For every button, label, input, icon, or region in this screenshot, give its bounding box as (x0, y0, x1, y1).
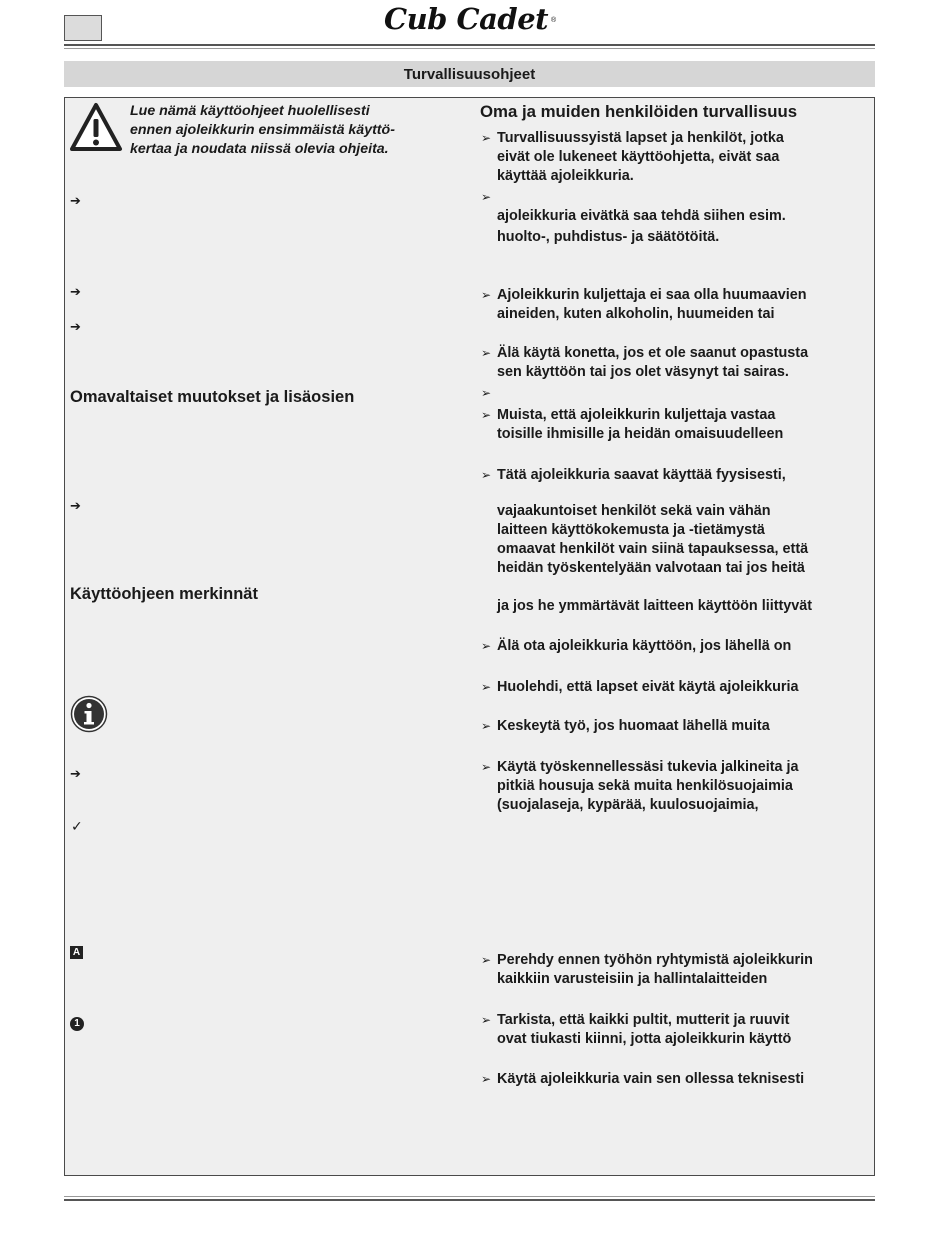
arrow-bullet-icon: ➔ (70, 193, 81, 208)
bullet-line: ja jos he ymmärtävät laitteen käyttöön liittyvät (497, 598, 813, 614)
bullet-line: laitteen käyttökokemusta ja -tietämystä (497, 522, 765, 538)
bullet-line: Tätä ajoleikkuria saavat käyttää fyysisesti, (497, 467, 786, 483)
bullet-line: Käytä työskennellessäsi tukevia jalkineita ja (497, 759, 799, 775)
warning-triangle-icon (69, 102, 123, 152)
bullet-line: sen käyttöön tai jos olet väsynyt tai sairas. (497, 364, 789, 380)
chevron-bullet-icon: ➢ (481, 639, 492, 653)
bullet-line: eivät ole lukeneet käyttöohjetta, eivät saa (497, 149, 780, 165)
chevron-bullet-icon: ➢ (481, 1013, 492, 1027)
info-circle-icon (70, 695, 108, 733)
arrow-bullet-icon: ➔ (70, 766, 81, 781)
registered-mark: ® (551, 17, 557, 24)
footer-rule-thin (64, 1196, 875, 1197)
bullet-line: vajaakuntoiset henkilöt sekä vain vähän (497, 503, 771, 519)
heading-modifications: Omavaltaiset muutokset ja lisäosien (70, 388, 355, 406)
warning-text-line-2: ennen ajoleikkurin ensimmäistä käyttö- (130, 122, 395, 138)
chevron-bullet-icon: ➢ (481, 719, 492, 733)
bullet-line: toisille ihmisille ja heidän omaisuudelleen (497, 426, 784, 442)
chevron-bullet-icon: ➢ (481, 408, 492, 422)
figure-number-badge: 1 (70, 1017, 84, 1031)
chevron-bullet-icon: ➢ (481, 468, 492, 482)
bullet-line: ajoleikkuria eivätkä saa tehdä siihen esim. (497, 208, 786, 224)
footer-rule (64, 1199, 875, 1201)
arrow-bullet-icon: ➔ (70, 319, 81, 334)
chevron-bullet-icon: ➢ (481, 386, 492, 400)
bullet-line: kaikkiin varusteisiin ja hallintalaitteiden (497, 971, 768, 987)
bullet-line: Älä käytä konetta, jos et ole saanut opastusta (497, 345, 809, 361)
chevron-bullet-icon: ➢ (481, 760, 492, 774)
bullet-line: aineiden, kuten alkoholin, huumeiden tai (497, 306, 775, 322)
bullet-line: Tarkista, että kaikki pultit, mutterit ja ruuvit (497, 1012, 790, 1028)
bullet-line: Perehdy ennen työhön ryhtymistä ajoleikkurin (497, 952, 813, 968)
warning-text-line-1: Lue nämä käyttöohjeet huolellisesti (130, 103, 370, 119)
check-icon: ✓ (71, 818, 83, 834)
bullet-line: Käytä ajoleikkuria vain sen ollessa teknisesti (497, 1071, 805, 1087)
bullet-line: ovat tiukasti kiinni, jotta ajoleikkurin käyttö (497, 1031, 792, 1047)
page-number-box (64, 15, 102, 41)
bullet-line: Turvallisuussyistä lapset ja henkilöt, jotka (497, 130, 784, 146)
arrow-bullet-icon: ➔ (70, 284, 81, 299)
chevron-bullet-icon: ➢ (481, 190, 492, 204)
chevron-bullet-icon: ➢ (481, 288, 492, 302)
bullet-line: huolto-, puhdistus- ja säätötöitä. (497, 229, 720, 245)
bullet-line: Älä ota ajoleikkuria käyttöön, jos lähellä on (497, 638, 792, 654)
figure-letter-badge: A (70, 946, 83, 959)
arrow-bullet-icon: ➔ (70, 498, 81, 513)
bullet-line: Ajoleikkurin kuljettaja ei saa olla huumaavien (497, 287, 807, 303)
section-title: Turvallisuusohjeet (64, 61, 875, 87)
header-rule (64, 44, 875, 46)
heading-personal-safety: Oma ja muiden henkilöiden turvallisuus (480, 102, 798, 121)
bullet-line: heidän työskentelyään valvotaan tai jos heitä (497, 560, 805, 576)
bullet-line: (suojalaseja, kypärää, kuulosuojaimia, (497, 797, 759, 813)
chevron-bullet-icon: ➢ (481, 131, 492, 145)
warning-text-line-3: kertaa ja noudata niissä olevia ohjeita. (130, 141, 389, 157)
heading-markings: Käyttöohjeen merkinnät (70, 585, 258, 603)
bullet-line: Huolehdi, että lapset eivät käytä ajoleikkuria (497, 679, 799, 695)
bullet-line: Muista, että ajoleikkurin kuljettaja vastaa (497, 407, 776, 423)
bullet-line: Keskeytä työ, jos huomaat lähellä muita (497, 718, 770, 734)
header-rule-thin (64, 48, 875, 49)
chevron-bullet-icon: ➢ (481, 680, 492, 694)
bullet-line: käyttää ajoleikkuria. (497, 168, 634, 184)
chevron-bullet-icon: ➢ (481, 346, 492, 360)
chevron-bullet-icon: ➢ (481, 953, 492, 967)
brand-logo: Cub Cadet (384, 2, 549, 36)
chevron-bullet-icon: ➢ (481, 1072, 492, 1086)
bullet-line: omaavat henkilöt vain siinä tapauksessa, että (497, 541, 809, 557)
bullet-line: pitkiä housuja sekä muita henkilösuojaimia (497, 778, 793, 794)
